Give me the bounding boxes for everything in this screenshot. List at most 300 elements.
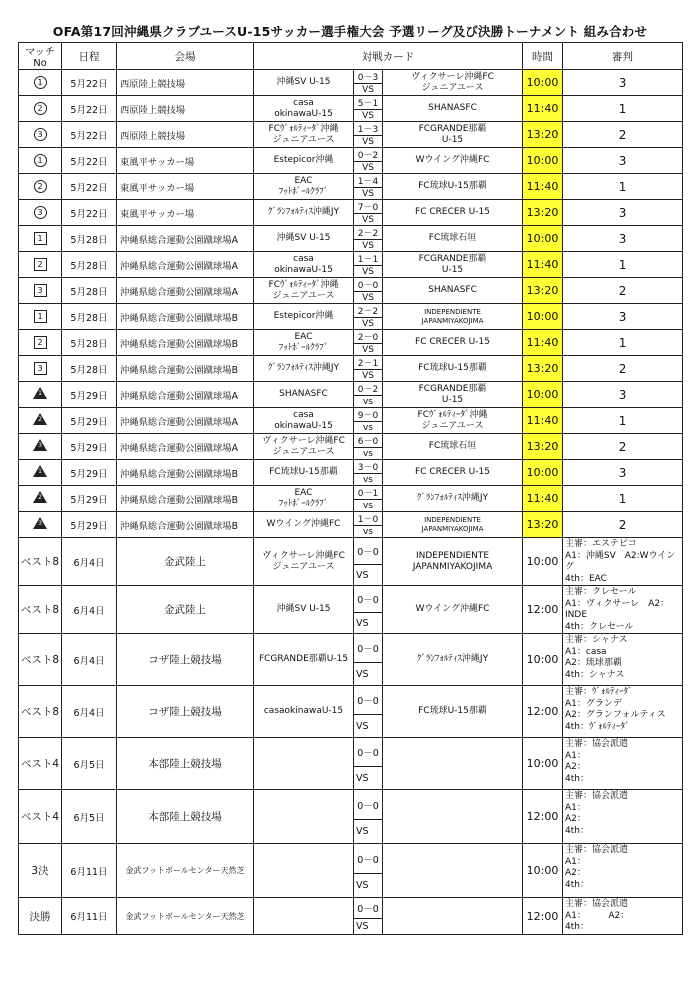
- away-team: FC CRECER U-15: [383, 460, 523, 486]
- venue-cell: 沖縄県総合運動公園蹴球場B: [117, 486, 254, 512]
- away-team: INDEPENDIENTE JAPANMIYAKOJIMA: [383, 512, 523, 538]
- home-team: 沖縄SV U-15: [254, 226, 354, 252]
- referee-cell: 主審：シャナス A1：casa A2：琉球那覇 4th：シャナス: [563, 634, 683, 686]
- time-cell: 13:20: [523, 434, 563, 460]
- score: 3－0: [354, 460, 382, 474]
- time-cell: 13:20: [523, 200, 563, 226]
- table-row: [19, 586, 683, 634]
- home-team: casaokinawaU-15: [254, 686, 354, 738]
- away-team: Wウイング沖縄FC: [383, 148, 523, 174]
- time-cell: 10:00: [523, 738, 563, 790]
- table-row: [19, 512, 683, 538]
- time-cell: 10:00: [523, 382, 563, 408]
- vs-label: VS: [362, 188, 374, 199]
- match-no-cell: [19, 304, 62, 330]
- match-number: 3: [37, 129, 43, 139]
- home-team: EAC ﾌｯﾄﾎﾞｰﾙｸﾗﾌﾞ: [254, 174, 354, 200]
- home-team: [254, 844, 354, 898]
- table-row: [19, 434, 683, 460]
- away-team: ｸﾞﾗﾝﾌｫﾙﾃｨｽ沖縄JY: [383, 486, 523, 512]
- venue-cell: 本部陸上競技場: [117, 738, 254, 790]
- score-cell: [354, 174, 383, 200]
- header-venue: 会場: [117, 43, 254, 70]
- time-cell: 10:00: [523, 538, 563, 586]
- match-number: 2: [37, 103, 43, 113]
- venue-cell: 沖縄県総合運動公園蹴球場B: [117, 460, 254, 486]
- venue-cell: 沖縄県総合運動公園蹴球場B: [117, 330, 254, 356]
- round-cell: ベスト8: [19, 586, 62, 634]
- vs-label: VS: [356, 720, 369, 732]
- match-no-cell: [19, 382, 62, 408]
- date-cell: 5月22日: [62, 200, 117, 226]
- score: 7－0: [354, 200, 382, 214]
- round-cell: ベスト4: [19, 790, 62, 844]
- score-cell: [354, 686, 383, 738]
- away-team: FC琉球U-15那覇: [383, 174, 523, 200]
- score-cell: [354, 96, 383, 122]
- referee-cell: 1: [563, 486, 683, 512]
- group-circle-icon: [34, 102, 47, 115]
- score-cell: [354, 148, 383, 174]
- away-team: FCGRANDE那覇 U-15: [383, 382, 523, 408]
- away-team: FC CRECER U-15: [383, 200, 523, 226]
- home-team: 沖縄SV U-15: [254, 586, 354, 634]
- table-row: [19, 356, 683, 382]
- group-triangle-icon: [33, 517, 47, 529]
- score: 5－1: [354, 96, 382, 110]
- date-cell: 6月4日: [62, 538, 117, 586]
- away-team: ヴィクサーレ沖縄FC ジュニアユース: [383, 70, 523, 96]
- table-row: [19, 738, 683, 790]
- time-cell: 11:40: [523, 174, 563, 200]
- venue-cell: 東風平サッカー場: [117, 200, 254, 226]
- table-row: [19, 148, 683, 174]
- match-number: 3: [38, 442, 42, 449]
- schedule-body: [19, 70, 683, 935]
- score-cell: [354, 460, 383, 486]
- match-number: 2: [37, 181, 43, 191]
- match-no-cell: [19, 330, 62, 356]
- venue-cell: 沖縄県総合運動公園蹴球場A: [117, 382, 254, 408]
- score-cell: [354, 330, 383, 356]
- match-number: 1: [37, 233, 43, 243]
- group-square-icon: [34, 284, 47, 297]
- away-team: FCGRANDE那覇 U-15: [383, 122, 523, 148]
- referee-cell: 3: [563, 382, 683, 408]
- match-no-cell: [19, 200, 62, 226]
- table-row: [19, 252, 683, 278]
- away-team: ｸﾞﾗﾝﾌｫﾙﾃｨｽ沖縄JY: [383, 634, 523, 686]
- home-team: casa okinawaU-15: [254, 252, 354, 278]
- match-number: 1: [38, 468, 42, 475]
- away-team: INDEPENDIENTE JAPANMIYAKOJIMA: [383, 538, 523, 586]
- score-cell: [354, 408, 383, 434]
- match-no-cell: [19, 512, 62, 538]
- match-no-cell: [19, 96, 62, 122]
- match-no-cell: [19, 486, 62, 512]
- referee-cell: 主審：協会派遣 A1： A2： 4th：: [563, 790, 683, 844]
- referee-cell: 主審：協会派遣 A1： A2： 4th：: [563, 898, 683, 935]
- time-cell: 10:00: [523, 70, 563, 96]
- referee-cell: 主審：協会派遣 A1： A2： 4th：: [563, 844, 683, 898]
- date-cell: 5月28日: [62, 252, 117, 278]
- match-number: 2: [38, 494, 42, 501]
- home-team: FCGRANDE那覇U-15: [254, 634, 354, 686]
- score-cell: [354, 252, 383, 278]
- home-team: [254, 790, 354, 844]
- match-number: 2: [37, 259, 43, 269]
- table-row: [19, 330, 683, 356]
- vs-label: VS: [362, 136, 374, 147]
- score-cell: [354, 538, 383, 586]
- score-cell: [354, 70, 383, 96]
- vs-label: VS: [356, 772, 369, 784]
- referee-cell: 主審：クレセール A1：ヴィクサーレ A2：INDE 4th：クレセール: [563, 586, 683, 634]
- home-team: [254, 738, 354, 790]
- header-time: 時間: [523, 43, 563, 70]
- vs-label: VS: [362, 344, 374, 355]
- match-no-cell: [19, 252, 62, 278]
- match-number: 3: [37, 285, 43, 295]
- date-cell: 5月28日: [62, 278, 117, 304]
- table-row: [19, 634, 683, 686]
- score: 2－1: [354, 356, 382, 370]
- table-row: [19, 538, 683, 586]
- venue-cell: 沖縄県総合運動公園蹴球場A: [117, 252, 254, 278]
- vs-label: VS: [356, 569, 369, 581]
- referee-cell: 2: [563, 434, 683, 460]
- time-cell: 11:40: [523, 330, 563, 356]
- vs-label: VS: [362, 214, 374, 225]
- date-cell: 5月28日: [62, 226, 117, 252]
- match-number: 3: [38, 520, 42, 527]
- date-cell: 6月4日: [62, 634, 117, 686]
- referee-cell: 2: [563, 356, 683, 382]
- group-triangle-icon: [33, 491, 47, 503]
- score-cell: [354, 122, 383, 148]
- home-team: ヴィクサーレ沖縄FC ジュニアユース: [254, 434, 354, 460]
- score-cell: [354, 356, 383, 382]
- score-cell: [354, 790, 383, 844]
- score: 1－1: [354, 252, 382, 266]
- date-cell: 5月29日: [62, 408, 117, 434]
- time-cell: 10:00: [523, 226, 563, 252]
- score-cell: [354, 844, 383, 898]
- time-cell: 10:00: [523, 634, 563, 686]
- group-circle-icon: [34, 206, 47, 219]
- date-cell: 6月5日: [62, 738, 117, 790]
- match-no-cell: [19, 226, 62, 252]
- referee-cell: 1: [563, 96, 683, 122]
- vs-label: vs: [362, 474, 373, 485]
- referee-cell: 1: [563, 408, 683, 434]
- score: 0－0: [354, 844, 382, 874]
- referee-cell: 3: [563, 148, 683, 174]
- time-cell: 13:20: [523, 278, 563, 304]
- group-triangle-icon: [33, 439, 47, 451]
- venue-cell: 金武フットボールセンター天然芝: [117, 844, 254, 898]
- away-team: FC琉球U-15那覇: [383, 356, 523, 382]
- score-cell: [354, 382, 383, 408]
- time-cell: 10:00: [523, 304, 563, 330]
- vs-label: VS: [356, 920, 369, 932]
- date-cell: 5月22日: [62, 174, 117, 200]
- match-number: 1: [37, 155, 43, 165]
- home-team: FCｳﾞｫﾙﾃｨｰﾀﾞ沖縄 ジュニアユース: [254, 278, 354, 304]
- score: 0－0: [354, 538, 382, 565]
- venue-cell: 西原陸上競技場: [117, 96, 254, 122]
- home-team: FC琉球U-15那覇: [254, 460, 354, 486]
- score-cell: [354, 304, 383, 330]
- table-row: [19, 790, 683, 844]
- table-row: [19, 898, 683, 935]
- match-no-cell: [19, 70, 62, 96]
- away-team: FCｳﾞｫﾙﾃｨｰﾀﾞ沖縄 ジュニアユース: [383, 408, 523, 434]
- date-cell: 5月29日: [62, 512, 117, 538]
- time-cell: 10:00: [523, 844, 563, 898]
- score: 0－0: [354, 686, 382, 715]
- referee-cell: 2: [563, 512, 683, 538]
- date-cell: 5月29日: [62, 434, 117, 460]
- away-team: SHANASFC: [383, 96, 523, 122]
- home-team: [254, 898, 354, 935]
- referee-cell: 主審：エステピコ A1：沖縄SV A2:Wウイング 4th：EAC: [563, 538, 683, 586]
- score-cell: [354, 226, 383, 252]
- table-row: [19, 174, 683, 200]
- vs-label: VS: [362, 84, 374, 95]
- referee-cell: 1: [563, 330, 683, 356]
- group-circle-icon: [34, 180, 47, 193]
- date-cell: 5月22日: [62, 122, 117, 148]
- match-no-cell: [19, 174, 62, 200]
- score: 6－0: [354, 434, 382, 448]
- score: 1－4: [354, 174, 382, 188]
- date-cell: 5月29日: [62, 382, 117, 408]
- away-team: FCGRANDE那覇 U-15: [383, 252, 523, 278]
- header-date: 日程: [62, 43, 117, 70]
- vs-label: VS: [356, 617, 369, 629]
- score: 0－2: [354, 382, 382, 396]
- score-cell: [354, 586, 383, 634]
- match-no-cell: [19, 434, 62, 460]
- match-no-cell: [19, 356, 62, 382]
- date-cell: 5月28日: [62, 330, 117, 356]
- date-cell: 5月22日: [62, 70, 117, 96]
- venue-cell: 沖縄県総合運動公園蹴球場A: [117, 434, 254, 460]
- time-cell: 12:00: [523, 586, 563, 634]
- group-square-icon: [34, 232, 47, 245]
- score-cell: [354, 512, 383, 538]
- match-no-cell: [19, 460, 62, 486]
- schedule-table: [18, 42, 683, 935]
- vs-label: vs: [362, 396, 373, 407]
- date-cell: 5月29日: [62, 460, 117, 486]
- home-team: SHANASFC: [254, 382, 354, 408]
- match-number: 3: [37, 207, 43, 217]
- table-row: [19, 408, 683, 434]
- time-cell: 11:40: [523, 96, 563, 122]
- round-cell: 決勝: [19, 898, 62, 935]
- header-referee: 審判: [563, 43, 683, 70]
- venue-cell: 金武陸上: [117, 538, 254, 586]
- table-row: [19, 382, 683, 408]
- score: 0－3: [354, 70, 382, 84]
- table-row: [19, 278, 683, 304]
- match-number: 3: [37, 363, 43, 373]
- vs-label: VS: [362, 162, 374, 173]
- score-cell: [354, 898, 383, 935]
- time-cell: 11:40: [523, 252, 563, 278]
- score-cell: [354, 434, 383, 460]
- score: 9－0: [354, 408, 382, 422]
- home-team: casa okinawaU-15: [254, 408, 354, 434]
- venue-cell: 本部陸上競技場: [117, 790, 254, 844]
- referee-cell: 3: [563, 460, 683, 486]
- group-square-icon: [34, 336, 47, 349]
- home-team: Wウイング沖縄FC: [254, 512, 354, 538]
- venue-cell: 沖縄県総合運動公園蹴球場A: [117, 408, 254, 434]
- date-cell: 6月4日: [62, 586, 117, 634]
- referee-cell: 2: [563, 122, 683, 148]
- away-team: FC琉球石垣: [383, 434, 523, 460]
- venue-cell: 沖縄県総合運動公園蹴球場B: [117, 304, 254, 330]
- group-square-icon: [34, 310, 47, 323]
- date-cell: 6月11日: [62, 844, 117, 898]
- score: 0－0: [354, 790, 382, 820]
- away-team: [383, 790, 523, 844]
- date-cell: 5月28日: [62, 356, 117, 382]
- match-number: 1: [37, 311, 43, 321]
- score: 2－2: [354, 304, 382, 318]
- venue-cell: 東風平サッカー場: [117, 148, 254, 174]
- time-cell: 10:00: [523, 148, 563, 174]
- venue-cell: 沖縄県総合運動公園蹴球場A: [117, 278, 254, 304]
- home-team: 沖縄SV U-15: [254, 70, 354, 96]
- vs-label: VS: [362, 240, 374, 251]
- group-triangle-icon: [33, 387, 47, 399]
- away-team: SHANASFC: [383, 278, 523, 304]
- score: 2－2: [354, 226, 382, 240]
- score: 0－2: [354, 148, 382, 162]
- time-cell: 12:00: [523, 790, 563, 844]
- table-row: [19, 304, 683, 330]
- home-team: Estepicor沖縄: [254, 304, 354, 330]
- group-circle-icon: [34, 128, 47, 141]
- away-team: FC CRECER U-15: [383, 330, 523, 356]
- score-cell: [354, 486, 383, 512]
- date-cell: 5月28日: [62, 304, 117, 330]
- vs-label: VS: [362, 110, 374, 121]
- date-cell: 5月29日: [62, 486, 117, 512]
- referee-cell: 2: [563, 278, 683, 304]
- group-square-icon: [34, 258, 47, 271]
- group-triangle-icon: [33, 413, 47, 425]
- vs-label: VS: [362, 370, 374, 381]
- score-cell: [354, 200, 383, 226]
- home-team: ｸﾞﾗﾝﾌｫﾙﾃｨｽ沖縄JY: [254, 356, 354, 382]
- referee-cell: 主審：ｳﾞｫﾙﾃｨｰﾀﾞ A1：グランデ A2：グランフォルティス 4th：ｳﾞｫﾙﾃｨｰﾀﾞ: [563, 686, 683, 738]
- score: 0－0: [354, 898, 382, 919]
- away-team: FC琉球石垣: [383, 226, 523, 252]
- referee-cell: 3: [563, 200, 683, 226]
- away-team: FC琉球U-15那覇: [383, 686, 523, 738]
- table-row: [19, 686, 683, 738]
- referee-cell: 1: [563, 252, 683, 278]
- group-triangle-icon: [33, 465, 47, 477]
- round-cell: ベスト8: [19, 686, 62, 738]
- vs-label: VS: [362, 318, 374, 329]
- score: 0－0: [354, 738, 382, 767]
- referee-cell: 1: [563, 174, 683, 200]
- table-row: [19, 844, 683, 898]
- away-team: [383, 898, 523, 935]
- date-cell: 6月11日: [62, 898, 117, 935]
- home-team: casa okinawaU-15: [254, 96, 354, 122]
- date-cell: 6月5日: [62, 790, 117, 844]
- score: 0－1: [354, 486, 382, 500]
- time-cell: 11:40: [523, 486, 563, 512]
- score-cell: [354, 278, 383, 304]
- home-team: EAC ﾌｯﾄﾎﾞｰﾙｸﾗﾌﾞ: [254, 486, 354, 512]
- table-row: [19, 226, 683, 252]
- group-square-icon: [34, 362, 47, 375]
- time-cell: 13:20: [523, 512, 563, 538]
- table-row: [19, 486, 683, 512]
- match-number: 2: [37, 337, 43, 347]
- time-cell: 13:20: [523, 356, 563, 382]
- score: 0－0: [354, 634, 382, 663]
- vs-label: vs: [362, 422, 373, 433]
- referee-cell: 主審：協会派遣 A1： A2： 4th：: [563, 738, 683, 790]
- vs-label: vs: [362, 526, 373, 537]
- score: 2－0: [354, 330, 382, 344]
- match-no-cell: [19, 408, 62, 434]
- referee-cell: 3: [563, 304, 683, 330]
- venue-cell: コザ陸上競技場: [117, 634, 254, 686]
- venue-cell: コザ陸上競技場: [117, 686, 254, 738]
- round-cell: ベスト8: [19, 634, 62, 686]
- table-row: [19, 70, 683, 96]
- match-no-cell: [19, 122, 62, 148]
- vs-label: vs: [362, 448, 373, 459]
- home-team: FCｳﾞｫﾙﾃｨｰﾀﾞ沖縄 ジュニアユース: [254, 122, 354, 148]
- away-team: [383, 738, 523, 790]
- time-cell: 10:00: [523, 460, 563, 486]
- date-cell: 6月4日: [62, 686, 117, 738]
- time-cell: 11:40: [523, 408, 563, 434]
- page-title: OFA第17回沖縄県クラブユースU-15サッカー選手権大会 予選リーグ及び決勝トーナメント 組み合わせ: [52, 24, 648, 39]
- time-cell: 13:20: [523, 122, 563, 148]
- round-cell: 3決: [19, 844, 62, 898]
- match-no-cell: [19, 148, 62, 174]
- venue-cell: 西原陸上競技場: [117, 122, 254, 148]
- match-number: 2: [38, 416, 42, 423]
- date-cell: 5月22日: [62, 148, 117, 174]
- match-no-cell: [19, 278, 62, 304]
- home-team: ヴィクサーレ沖縄FC ジュニアユース: [254, 538, 354, 586]
- venue-cell: 金武フットボールセンター天然芝: [117, 898, 254, 935]
- time-cell: 12:00: [523, 686, 563, 738]
- score: 1－0: [354, 512, 382, 526]
- home-team: Estepicor沖縄: [254, 148, 354, 174]
- score: 0－0: [354, 586, 382, 613]
- match-number: 1: [37, 77, 43, 87]
- vs-label: VS: [356, 826, 369, 838]
- vs-label: VS: [356, 880, 369, 892]
- score: 0－0: [354, 278, 382, 292]
- venue-cell: 東風平サッカー場: [117, 174, 254, 200]
- header-match-no: マッチNo: [19, 43, 62, 70]
